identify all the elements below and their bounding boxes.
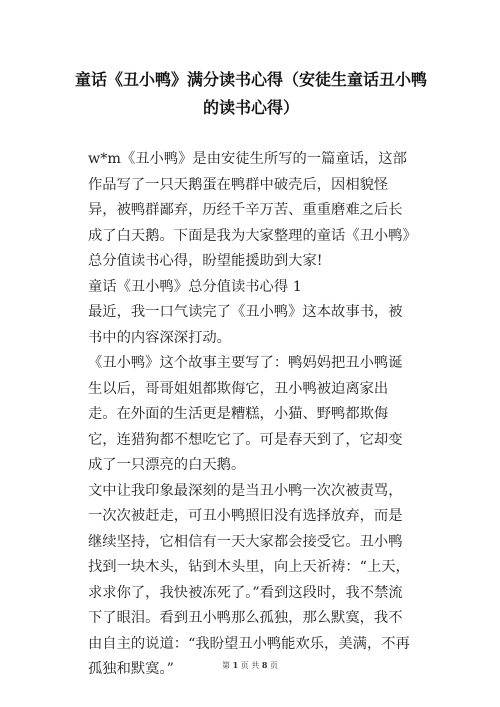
body-paragraph: 最近，我一口气读完了《丑小鸭》这本故事书，被书中的内容深深打动。 xyxy=(88,304,403,346)
body-paragraph: 《丑小鸭》这个故事主要写了：鸭妈妈把丑小鸭诞生以后，哥哥姐姐都欺侮它，丑小鸭被迫离家出走。在外面的生活更是糟糕，小猫、野鸭都欺侮它，连猎狗都不想吃它了。可是春天到了，它却变成了一只漂亮的白天鹅。 xyxy=(88,355,403,473)
body-paragraph: 文中让我印象最深刻的是当丑小鸭一次次被责骂，一次次被赶走，可丑小鸭照旧没有选择放弃，而是继续坚持，它相信有一天大家都会接受它。丑小鸭找到一块木头，钻到木头里，向上天祈祷：“上天，求求你了，我快被冻死了。”看到这段时，我不禁流下了眼泪。看到丑小鸭那么孤独，那么默寞，我不由自主的说道：“我盼望丑小鸭能欢乐，美满，不再孤独和默寞。” xyxy=(88,482,410,677)
document-title: 童话《丑小鸭》满分读书心得（安徒生童话丑小鸭的读书心得） xyxy=(74,70,427,117)
footer-prefix: 第 xyxy=(222,661,231,670)
footer-middle: 页 共 xyxy=(240,661,260,670)
page-footer xyxy=(0,660,500,671)
current-page-number: 1 xyxy=(232,660,239,670)
section-heading: 童话《丑小鸭》总分值读书心得 1 xyxy=(88,278,302,295)
intro-paragraph: w*m《丑小鸭》是由安徒生所写的一篇童话，这部作品写了一只天鹅蛋在鸭群中破壳后，因相貌怪异，被鸭群鄙弃，历经千辛万苦、重重磨难之后长成了白天鹅。下面是我为大家整理的童话《丑小鸭》总分值读书心得，盼望能援助到大家! xyxy=(88,151,410,269)
document-body xyxy=(88,147,414,683)
total-page-number: 8 xyxy=(261,660,268,670)
footer-suffix: 页 xyxy=(269,661,278,670)
